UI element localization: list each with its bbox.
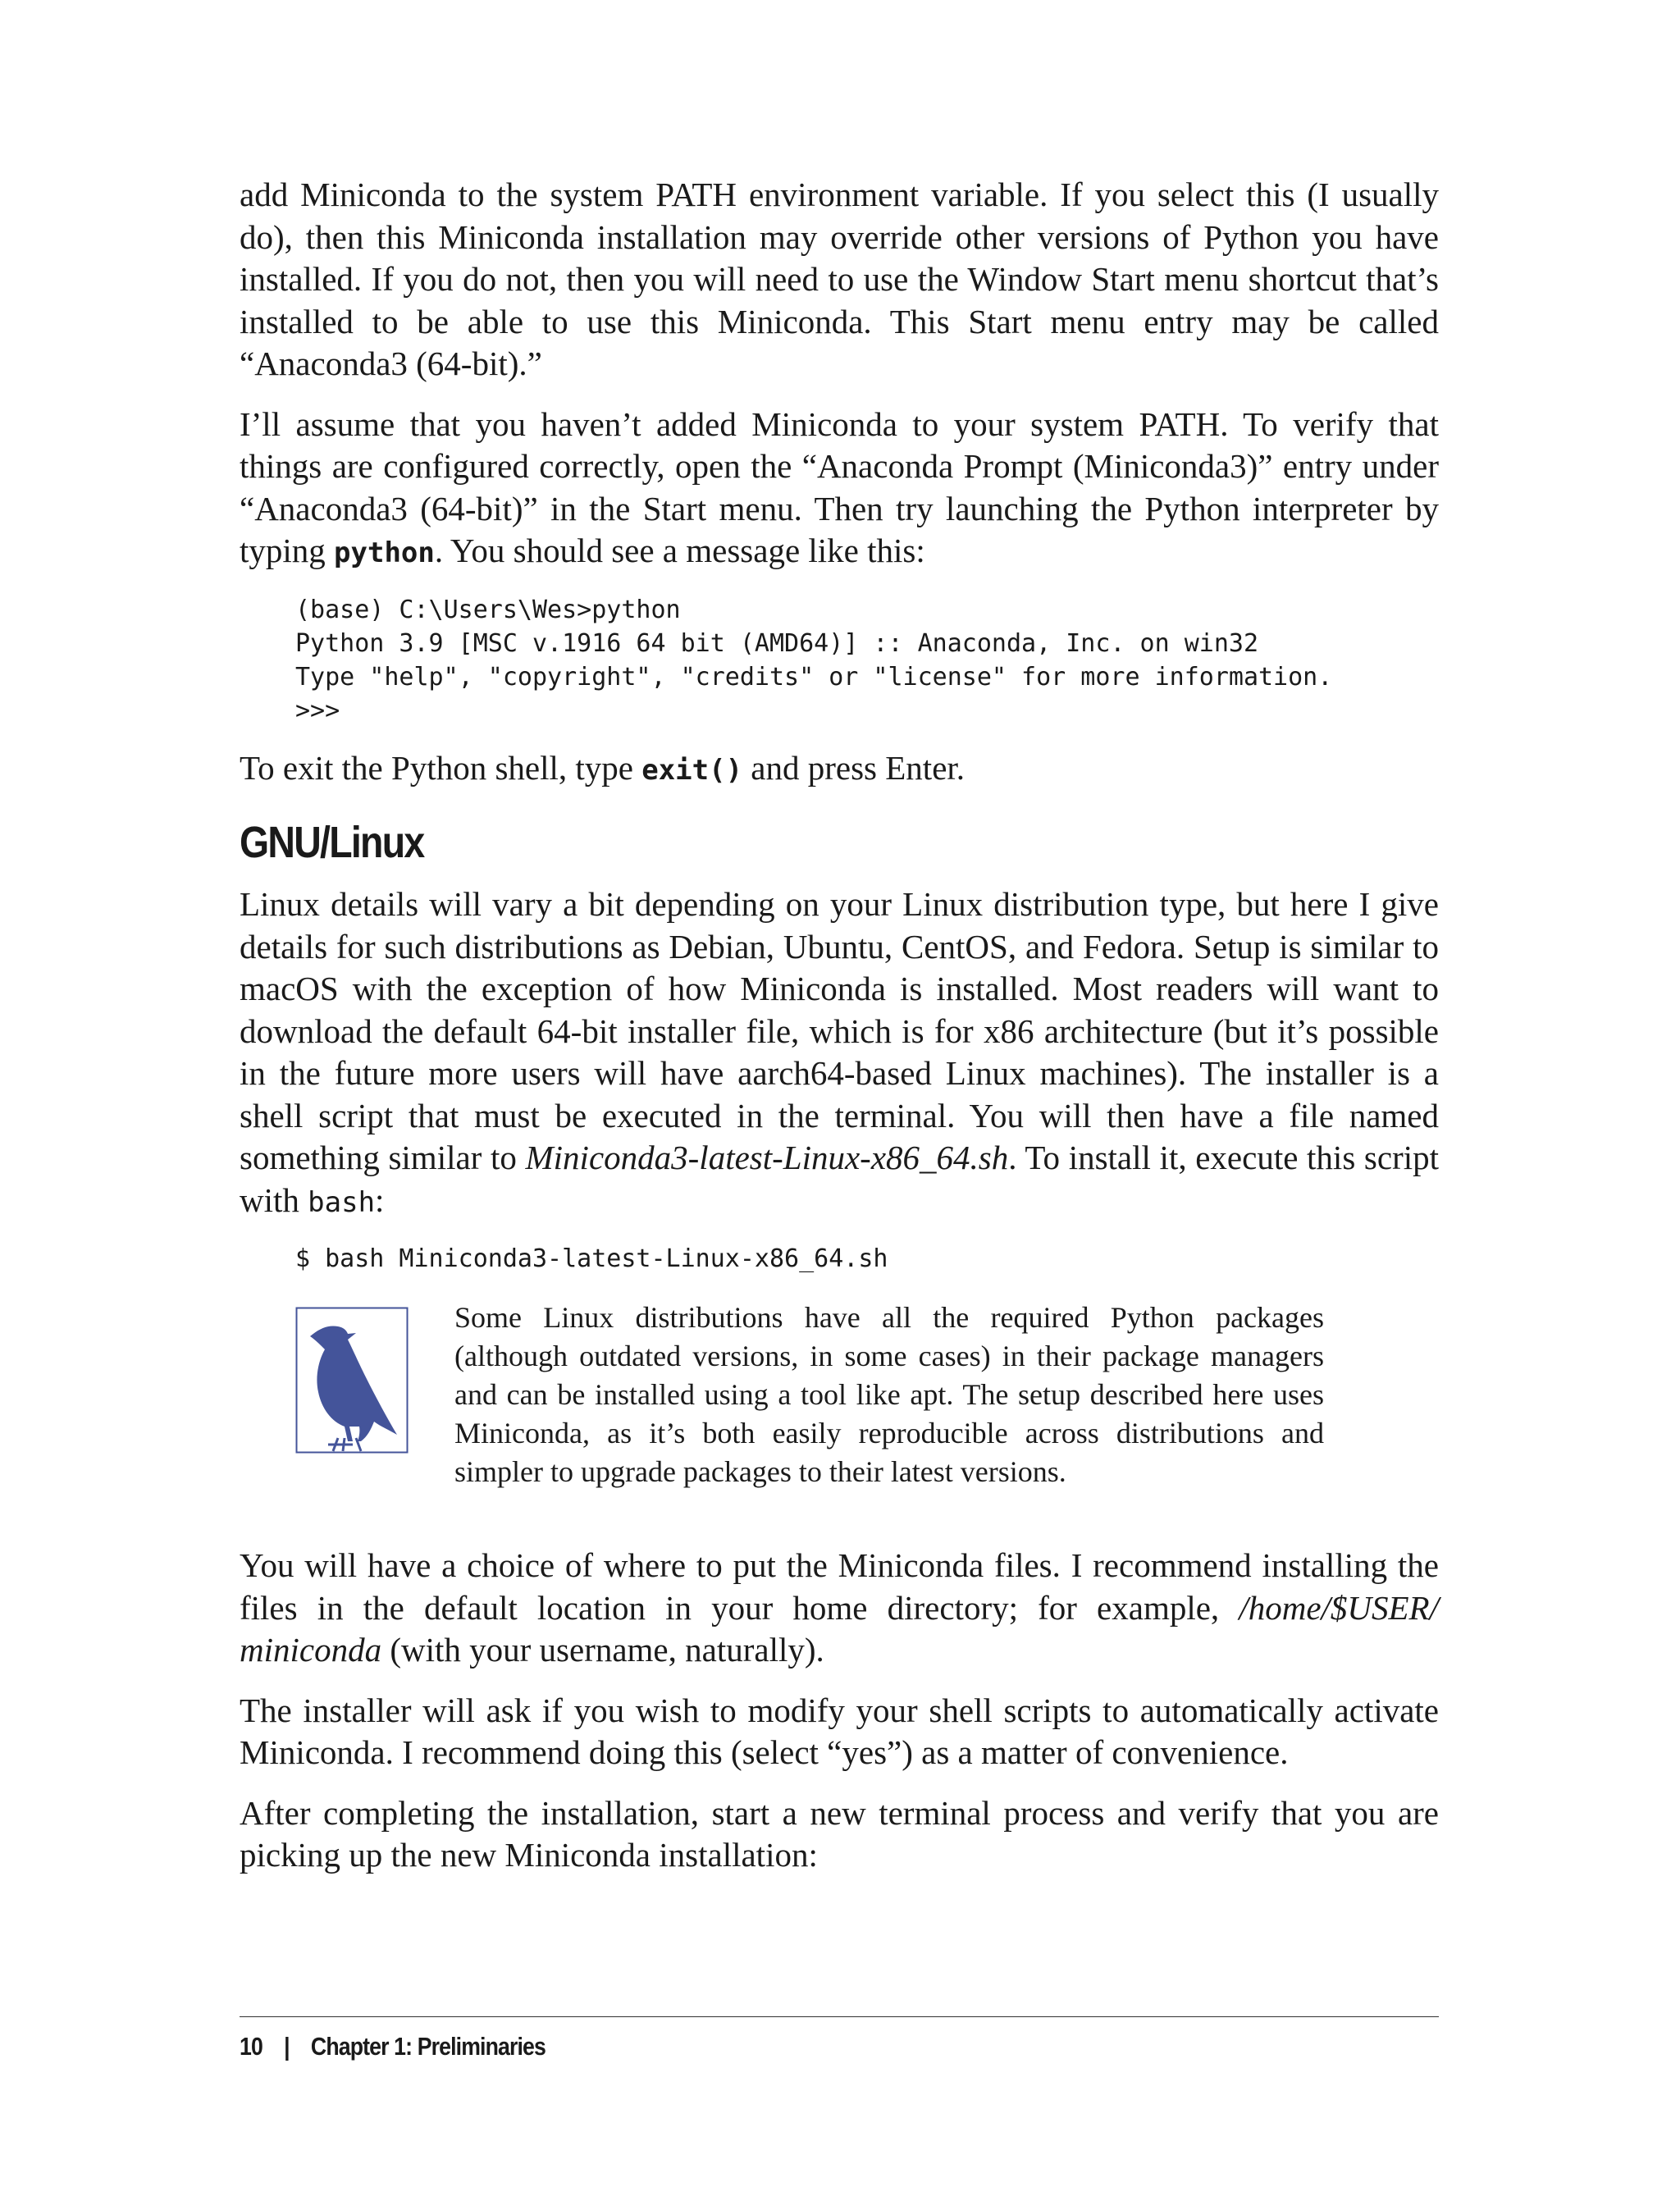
paragraph-linux-details	[240, 883, 1439, 1224]
paragraph-exit-text: To exit the Python shell, type	[240, 748, 642, 787]
inline-code-exit: exit()	[641, 753, 743, 787]
footer-rule	[240, 2016, 1439, 2017]
paragraph-verify-text: I’ll assume that you haven’t added Miniconda to your system PATH. To verify that things are configured correctly, open the “Anaconda Prompt (Miniconda3)” entry under “Anaconda3 (64-bit)” in the Start menu. Then try launching the Python interpreter by typing	[240, 404, 1439, 569]
paragraph-after-text: After completing the installation, start a new terminal process and verify that you are picking up the new Miniconda installation:	[240, 1793, 1439, 1874]
note-text: Some Linux distributions have all the required Python packages (although outdated versions, in some cases) in their package managers and can be installed using a tool like apt. The setup described here uses Miniconda, as it’s both easily reproducible across distributions and simpler to upgrade packages to their latest versions.	[454, 1301, 1324, 1488]
paragraph-verify-text-end: . You should see a message like this:	[434, 532, 925, 569]
page-footer	[240, 2016, 1439, 2061]
paragraph-path-option	[240, 174, 1439, 386]
code-block-python-prompt: (base) C:\Users\Wes>python Python 3.9 [MSC v.1916 64 bit (AMD64)] :: Anaconda, Inc. on win32 Type "help", "copyright", "credits" or "license" for more information. >>>	[295, 595, 1333, 725]
paragraph-exit-shell	[240, 747, 1439, 792]
footer-separator: |	[284, 2032, 290, 2061]
paragraph-exit-text-end: and press Enter.	[742, 748, 966, 787]
paragraph-shell-scripts	[240, 1690, 1439, 1774]
inline-code-bash: bash	[308, 1185, 376, 1219]
paragraph-after-install	[240, 1792, 1439, 1877]
paragraph-linux-text-end: :	[375, 1180, 385, 1219]
section-heading-gnu-linux: GNU/Linux	[240, 818, 424, 867]
chapter-title: Chapter 1: Preliminaries	[310, 2032, 546, 2061]
page-number: 10	[240, 2032, 262, 2061]
path-home-miniconda: /home/$USER/​miniconda	[240, 1588, 1439, 1669]
paragraph-location-text: You will have a choice of where to put the Miniconda files. I recommend installing the files in the default location in your home directory; for example,	[240, 1546, 1439, 1627]
paragraph-linux-text: Linux details will vary a bit depending on your Linux distribution type, but here I give details for such distributions as Debian, Ubuntu, CentOS, and Fedora. Setup is similar to macOS with the exception of how Miniconda is installed. Most readers will want to download the default 64-bit installer file, which is for x86 architecture (but it’s possible in the future more users will have aarch64-based Linux machines). The installer is a shell script that must be executed in the terminal. You will then have a file named something similar to	[240, 885, 1439, 1176]
paragraph-shell-text: The installer will ask if you wish to modify your shell scripts to automatically activate Miniconda. I recommend doing this (select “yes”) as a matter of convenience.	[240, 1691, 1439, 1771]
filename-installer: Miniconda3-latest-Linux-x86_64.sh	[525, 1139, 1009, 1176]
paragraph-install-location	[240, 1545, 1439, 1672]
paragraph-linux-text-middle: . To install it, execute this script with	[240, 1139, 1440, 1219]
bird-note-icon	[295, 1307, 409, 1456]
footer-text	[240, 2032, 1271, 2061]
paragraph-location-text-end: (with your username, naturally).	[381, 1631, 824, 1669]
paragraph-verify-config	[240, 404, 1439, 575]
paragraph-path-option-text: add Miniconda to the system PATH environment variable. If you select this (I usually do), then this Miniconda installation may override other versions of Python you have installed. If you do not, then you will need to use the Window Start menu shortcut that’s installed to be able to use this Miniconda. This Start menu entry may be called “Anaconda3 (64-bit).”	[240, 176, 1439, 382]
inline-code-python: python	[334, 536, 435, 569]
code-block-bash-install: $ bash Miniconda3-latest-Linux-x86_64.sh	[295, 1244, 888, 1273]
page-content	[240, 174, 1439, 1895]
note-callout	[295, 1301, 1439, 1504]
